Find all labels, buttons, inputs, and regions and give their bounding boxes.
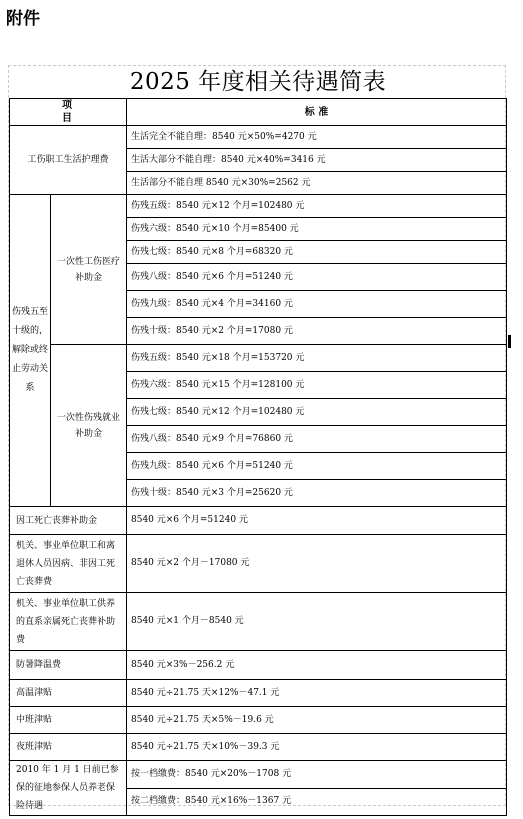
heat-prevention-label: 防暑降温费 (10, 651, 127, 680)
employment-subsidy-row: 伤残五级：8540 元×18 个月=153720 元 (127, 345, 507, 372)
pension-label: 2010 年 1 月 1 日前已参保的征地参保人员养老保险待遇 (10, 761, 127, 816)
medical-subsidy-row: 伤残八级：8540 元×6 个月=51240 元 (127, 264, 507, 291)
pension-row: 按一档缴费：8540 元×20%－1708 元 (127, 761, 507, 789)
staff-funeral-value: 8540 元×2 个月－17080 元 (127, 535, 507, 593)
benefits-table (9, 66, 507, 816)
disability-group-label: 伤残五至十级的，解除或终止劳动关系 (10, 195, 51, 507)
employment-subsidy-row: 伤残八级：8540 元×9 个月=76860 元 (127, 426, 507, 453)
funeral-subsidy-value: 8540 元×6 个月=51240 元 (127, 507, 507, 535)
nursing-row: 生活部分不能自理 8540 元×30%=2562 元 (127, 172, 507, 195)
medical-subsidy-label: 一次性工伤医疗补助金 (51, 195, 127, 345)
text-cursor-marker (508, 335, 511, 348)
high-temp-allowance-label: 高温津贴 (10, 680, 127, 707)
heat-prevention-value: 8540 元×3%－256.2 元 (127, 651, 507, 680)
employment-subsidy-row: 伤残九级：8540 元×6 个月=51240 元 (127, 453, 507, 480)
medical-subsidy-row: 伤残十级：8540 元×2 个月=17080 元 (127, 318, 507, 345)
night-shift-allowance-label: 夜班津贴 (10, 734, 127, 761)
employment-subsidy-row: 伤残七级：8540 元×12 个月=102480 元 (127, 399, 507, 426)
dependent-funeral-label: 机关、事业单位职工供养的直系亲属死亡丧葬补助费 (10, 593, 127, 651)
dependent-funeral-value: 8540 元×1 个月－8540 元 (127, 593, 507, 651)
medical-subsidy-row: 伤残九级：8540 元×4 个月=34160 元 (127, 291, 507, 318)
header-standard: 标 准 (127, 99, 507, 126)
nursing-label: 工伤职工生活护理费 (10, 126, 127, 195)
night-shift-allowance-value: 8540 元÷21.75 天×10%－39.3 元 (127, 734, 507, 761)
nursing-row: 生活大部分不能自理：8540 元×40%=3416 元 (127, 149, 507, 172)
employment-subsidy-row: 伤残十级：8540 元×3 个月=25620 元 (127, 480, 507, 507)
employment-subsidy-label: 一次性伤残就业补助金 (51, 345, 127, 507)
medical-subsidy-row: 伤残七级：8540 元×8 个月=68320 元 (127, 241, 507, 264)
table-title: 2025 年度相关待遇简表 (10, 66, 507, 99)
pension-row: 按二档缴费：8540 元×16%－1367 元 (127, 788, 507, 816)
mid-shift-allowance-value: 8540 元÷21.75 天×5%－19.6 元 (127, 707, 507, 734)
staff-funeral-label: 机关、事业单位职工和离退休人员因病、非因工死亡丧葬费 (10, 535, 127, 593)
employment-subsidy-row: 伤残六级：8540 元×15 个月=128100 元 (127, 372, 507, 399)
medical-subsidy-row: 伤残五级：8540 元×12 个月=102480 元 (127, 195, 507, 218)
medical-subsidy-row: 伤残六级：8540 元×10 个月=85400 元 (127, 218, 507, 241)
high-temp-allowance-value: 8540 元÷21.75 天×12%－47.1 元 (127, 680, 507, 707)
header-item: 项 目 (10, 99, 127, 126)
nursing-row: 生活完全不能自理：8540 元×50%=4270 元 (127, 126, 507, 149)
funeral-subsidy-label: 因工死亡丧葬补助金 (10, 507, 127, 535)
mid-shift-allowance-label: 中班津贴 (10, 707, 127, 734)
attachment-label: 附件 (6, 9, 40, 29)
